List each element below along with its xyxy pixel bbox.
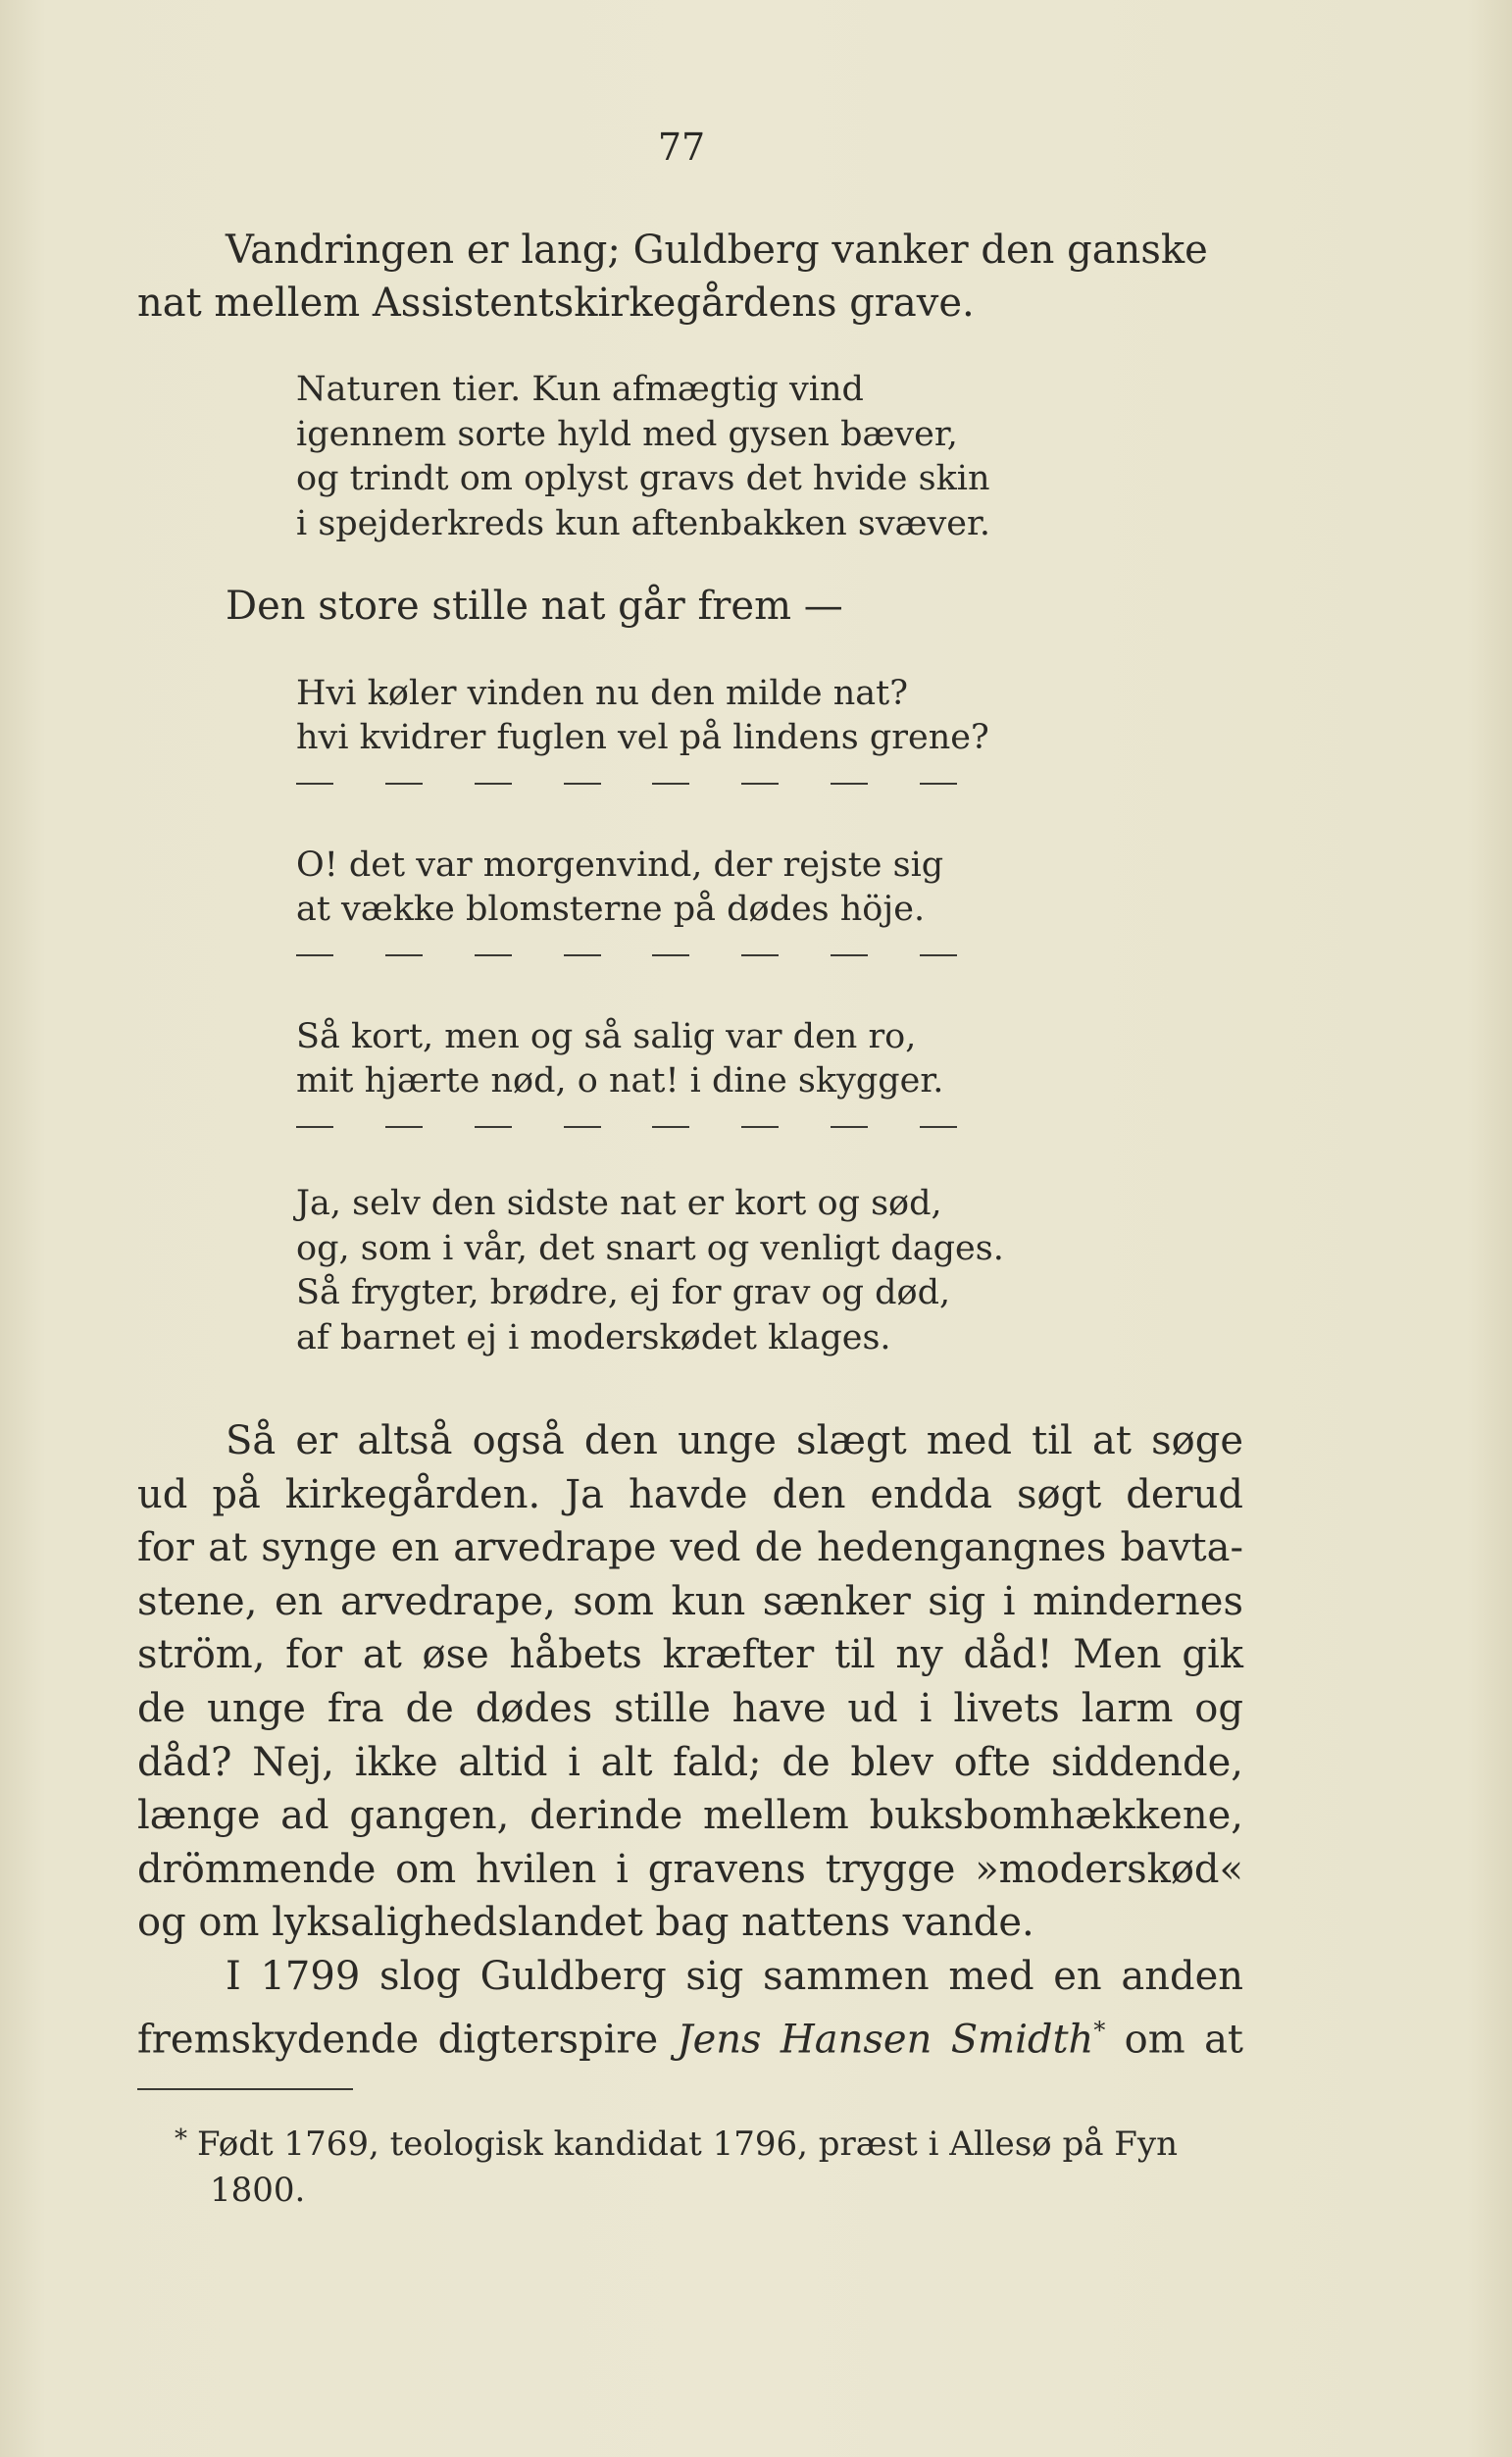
prose-line: ström, for at øse håbets kræfter til ny dåd! Men gik: [137, 1632, 1243, 1678]
prose-line: ud på kirkegården. Ja havde den endda søgt derud: [137, 1471, 1243, 1517]
dash-separator: [296, 783, 957, 785]
prose-text: fremskydende digterspire: [137, 2016, 678, 2062]
verse-line: hvi kvidrer fuglen vel på lindens grene?: [296, 718, 989, 757]
prose-line: stene, en arvedrape, som kun sænker sig i mindernes: [137, 1578, 1243, 1624]
footnote-rule: [137, 2088, 353, 2090]
prose-line: længe ad gangen, derinde mellem buksbomhækkene,: [137, 1793, 1243, 1839]
verse-line: O! det var morgenvind, der rejste sig: [296, 845, 944, 885]
person-name: Jens Hansen Smidth: [677, 2016, 1094, 2062]
footnote-mark: *: [175, 2124, 187, 2154]
verse-line: og, som i vår, det snart og venligt dages.: [296, 1229, 1004, 1268]
prose-text: om at: [1105, 2016, 1243, 2062]
verse-line: igennem sorte hyld med gysen bæver,: [296, 415, 958, 454]
prose-line: dåd? Nej, ikke altid i alt fald; de blev ofte siddende,: [137, 1739, 1243, 1785]
prose-paragraph-2: [137, 1950, 1243, 2062]
footnote-line-2: 1800.: [210, 2171, 306, 2210]
mid-line: Den store stille nat går frem —: [226, 584, 843, 629]
footnote-line-1: [175, 2124, 1178, 2164]
verse-line: Ja, selv den sidste nat er kort og sød,: [296, 1184, 942, 1223]
dash-separator: [296, 954, 957, 956]
verse-line: i spejderkreds kun aftenbakken svæver.: [296, 504, 990, 543]
verse-line: Så frygter, brødre, ej for grav og død,: [296, 1273, 951, 1312]
prose-line: og om lyksalighedslandet bag nattens vande.: [137, 1900, 1034, 1946]
verse-line: Naturen tier. Kun afmægtig vind: [296, 370, 864, 409]
intro-line-2: nat mellem Assistentskirkegårdens grave.: [137, 281, 975, 326]
prose-line: drömmende om hvilen i gravens trygge »moderskød«: [137, 1846, 1243, 1892]
prose-paragraph-1: [137, 1414, 1243, 1950]
prose-line: for at synge en arvedrape ved de hedengangnes bavta-: [137, 1525, 1243, 1571]
verse-line: Hvi køler vinden nu den milde nat?: [296, 674, 909, 713]
dash-separator: [296, 1126, 957, 1128]
footnote-marker: *: [1093, 2016, 1106, 2044]
verse-line: at vække blomsterne på dødes höje.: [296, 890, 926, 929]
prose-line: Så er altså også den unge slægt med til at søge: [226, 1418, 1243, 1463]
prose-line: de unge fra de dødes stille have ud i livets larm og: [137, 1685, 1243, 1731]
verse-line: og trindt om oplyst gravs det hvide skin: [296, 459, 990, 498]
intro-line-1: Vandringen er lang; Guldberg vanker den ganske: [226, 228, 1208, 273]
page-number: 77: [657, 126, 706, 169]
prose-line-with-name: [137, 2004, 1243, 2062]
prose-line: I 1799 slog Guldberg sig sammen med en anden: [226, 1954, 1243, 1999]
verse-line: af barnet ej i moderskødet klages.: [296, 1318, 891, 1357]
verse-line: mit hjærte nød, o nat! i dine skygger.: [296, 1061, 944, 1101]
verse-line: Så kort, men og så salig var den ro,: [296, 1017, 917, 1056]
footnote-text: Født 1769, teologisk kandidat 1796, præst i Allesø på Fyn: [197, 2124, 1178, 2164]
